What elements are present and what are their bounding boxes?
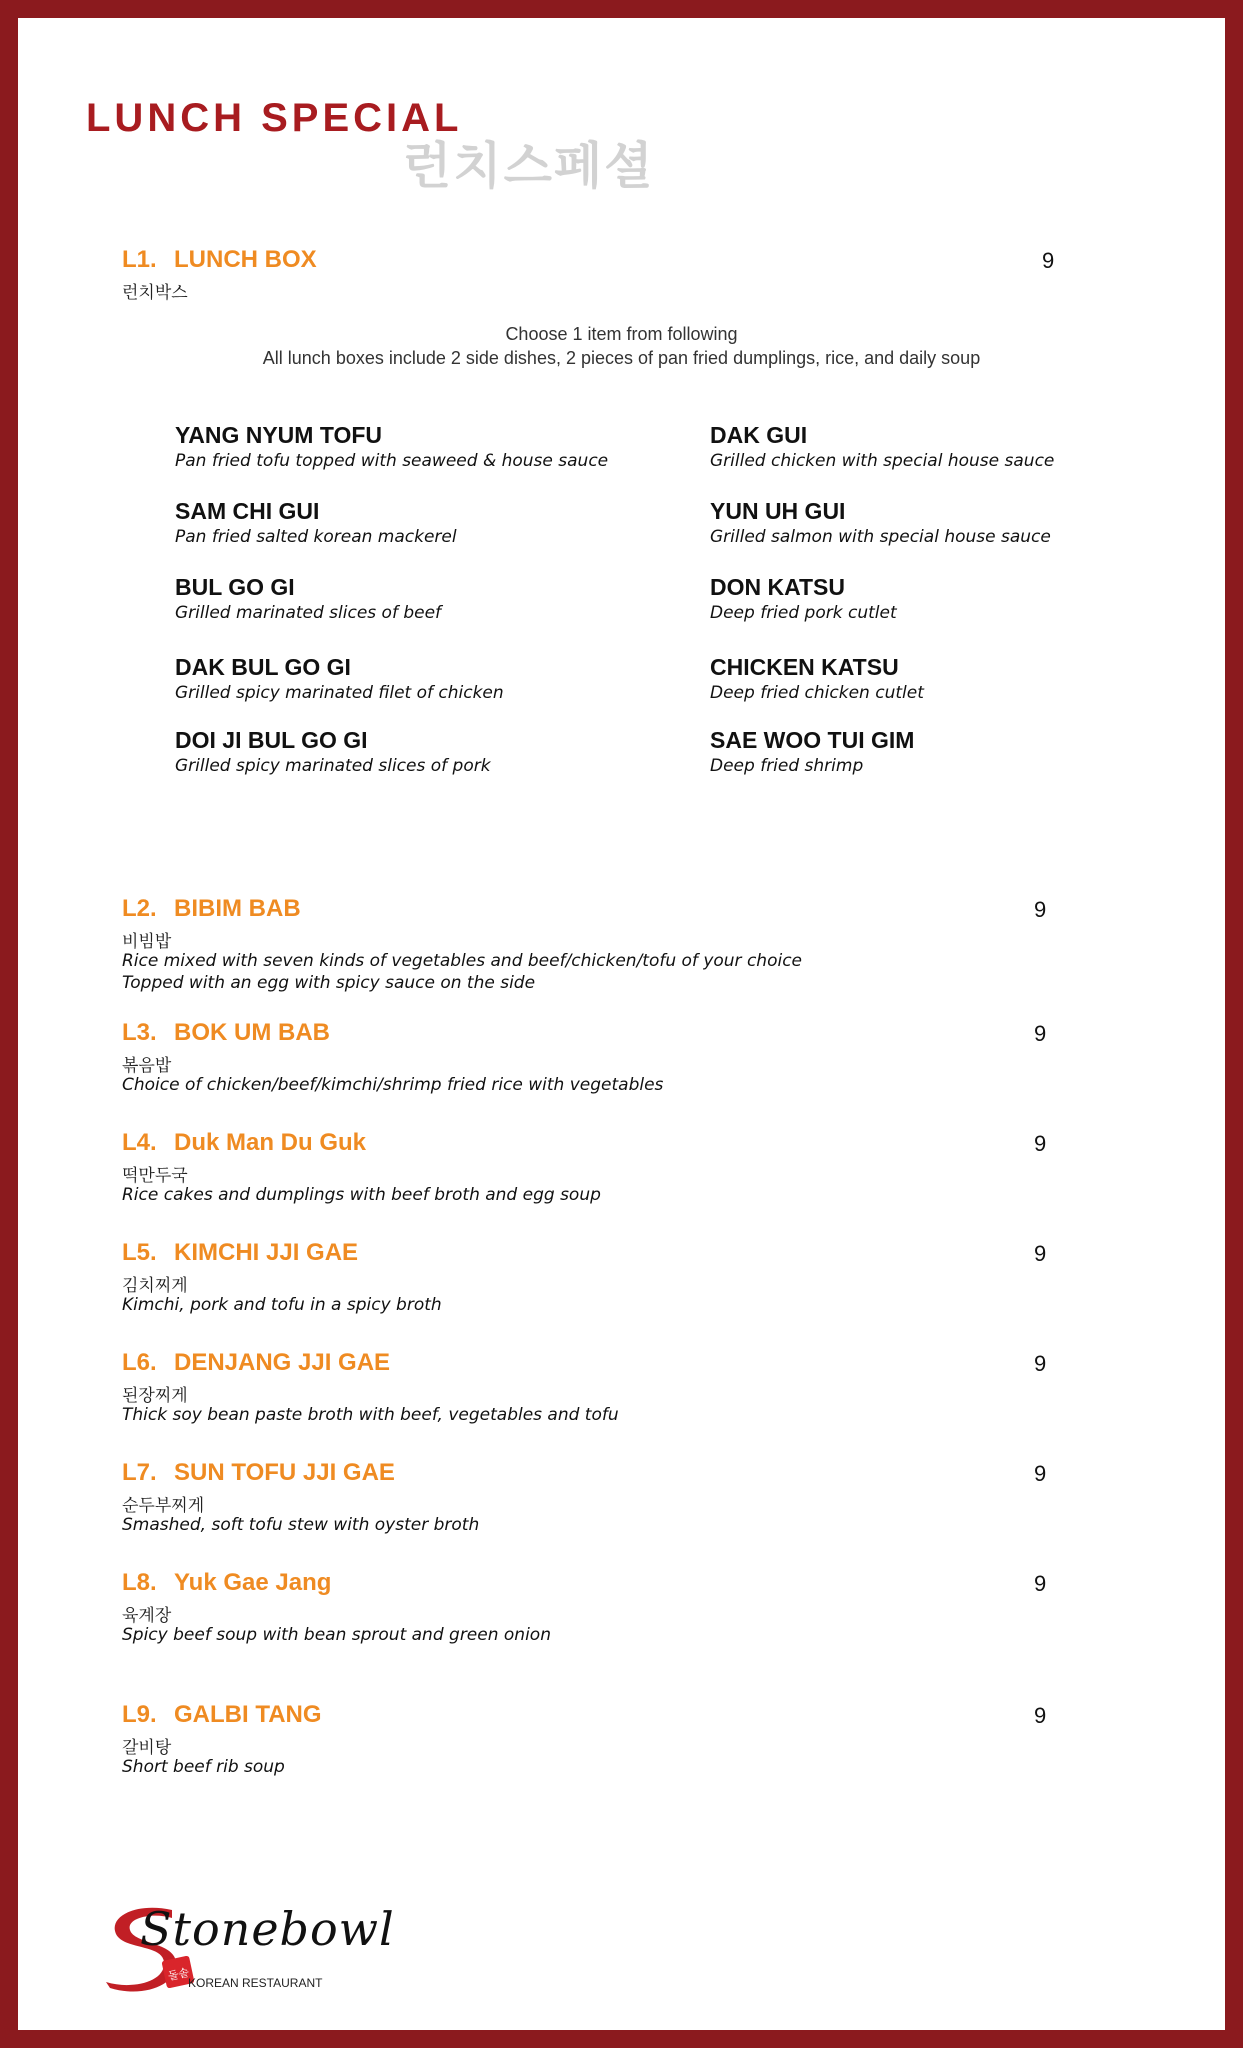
item-description: Choice of chicken/beef/kimchi/shrimp fried rice with vegetables [122, 1075, 664, 1095]
item-price: 9 [1034, 1241, 1047, 1266]
item-code: L6. [122, 1349, 157, 1376]
lunch-box-option-name: CHICKEN KATSU [710, 654, 899, 680]
item-korean-name: 김치찌게 [122, 1276, 188, 1296]
item-korean-name: 된장찌게 [122, 1386, 188, 1406]
menu-item-heading [122, 895, 301, 923]
item-description: Thick soy bean paste broth with beef, vegetables and tofu [122, 1405, 619, 1425]
item-code: L4. [122, 1129, 157, 1156]
lunch-box-option-desc: Grilled chicken with special house sauce [710, 451, 1055, 471]
lunch-box-option-desc: Deep fried shrimp [710, 756, 864, 776]
lunch-box-option-name: SAE WOO TUI GIM [710, 727, 915, 753]
item-description: Topped with an egg with spicy sauce on the side [122, 973, 536, 993]
lunch-box-option-name: DON KATSU [710, 574, 846, 600]
item-korean-name: 순두부찌게 [122, 1496, 205, 1516]
item-name: BIBIM BAB [174, 895, 301, 922]
item-korean-name: 런치박스 [122, 283, 188, 303]
item-code: L9. [122, 1701, 157, 1728]
item-name: KIMCHI JJI GAE [174, 1239, 359, 1266]
item-korean-name: 볶음밥 [122, 1056, 172, 1076]
page-title: LUNCH SPECIAL [86, 96, 463, 140]
lunch-box-option-desc: Pan fried salted korean mackerel [175, 527, 457, 547]
menu-page [18, 18, 1225, 2030]
item-korean-name: 떡만두국 [122, 1166, 188, 1186]
item-price: 9 [1034, 1021, 1047, 1046]
item-price: 9 [1034, 1571, 1047, 1596]
lunch-box-option-desc: Grilled marinated slices of beef [175, 603, 442, 623]
lunch-box-option-name: DOI JI BUL GO GI [175, 727, 368, 753]
lunch-box-option-name: YANG NYUM TOFU [175, 422, 383, 448]
lunch-box-option-desc: Deep fried chicken cutlet [710, 683, 924, 703]
item-description: Kimchi, pork and tofu in a spicy broth [122, 1295, 442, 1315]
menu-item-heading [122, 1349, 390, 1377]
item-description: Spicy beef soup with bean sprout and green onion [122, 1625, 551, 1645]
item-name: GALBI TANG [174, 1701, 322, 1728]
item-description: Rice cakes and dumplings with beef broth and egg soup [122, 1185, 601, 1205]
item-price: 9 [1034, 1131, 1047, 1156]
item-name: DENJANG JJI GAE [174, 1349, 391, 1376]
lunch-box-option-desc: Grilled spicy marinated filet of chicken [175, 683, 504, 703]
item-price: 9 [1034, 1461, 1047, 1486]
lunch-box-instructions: Choose 1 item from following [505, 324, 738, 344]
item-price: 9 [1042, 248, 1055, 273]
item-code: L2. [122, 895, 157, 922]
lunch-box-option-desc: Deep fried pork cutlet [710, 603, 897, 623]
lunch-box-option-name: DAK BUL GO GI [175, 654, 351, 680]
stonebowl-logo [102, 1898, 395, 2008]
menu-item-heading [122, 1701, 322, 1729]
item-description: Rice mixed with seven kinds of vegetables and beef/chicken/tofu of your choice [122, 951, 802, 971]
item-name: Yuk Gae Jang [174, 1569, 332, 1596]
item-price: 9 [1034, 897, 1047, 922]
lunch-box-includes: All lunch boxes include 2 side dishes, 2 pieces of pan fried dumplings, rice, and daily soup [262, 348, 981, 368]
item-name: SUN TOFU JJI GAE [174, 1459, 395, 1486]
item-korean-name: 갈비탕 [122, 1738, 172, 1758]
lunch-box-option-desc: Grilled salmon with special house sauce [710, 527, 1051, 547]
logo-script-text: Stonebowl [140, 1902, 395, 1956]
item-name: BOK UM BAB [174, 1019, 330, 1046]
menu-item-heading [122, 1129, 366, 1157]
item-code: L7. [122, 1459, 157, 1486]
logo-subtitle: KOREAN RESTAURANT [188, 1976, 323, 1990]
item-code: L1. [122, 246, 157, 273]
item-name: LUNCH BOX [174, 246, 317, 273]
lunch-box-option-name: YUN UH GUI [710, 498, 846, 524]
item-price: 9 [1034, 1703, 1047, 1728]
lunch-box-option-name: DAK GUI [710, 422, 808, 448]
lunch-box-option-name: BUL GO GI [175, 574, 295, 600]
lunch-box-option-desc: Grilled spicy marinated slices of pork [175, 756, 491, 776]
item-code: L8. [122, 1569, 157, 1596]
menu-item-heading [122, 1019, 330, 1047]
lunch-box-option-desc: Pan fried tofu topped with seaweed & house sauce [175, 451, 609, 471]
item-korean-name: 비빔밥 [122, 932, 172, 952]
logo-seal: 돌솥 [166, 1965, 191, 1984]
menu-item-heading [122, 1459, 395, 1487]
menu-item-heading [122, 1569, 331, 1597]
item-description: Short beef rib soup [122, 1757, 285, 1777]
item-name: Duk Man Du Guk [174, 1129, 367, 1156]
item-code: L5. [122, 1239, 157, 1266]
item-description: Smashed, soft tofu stew with oyster broth [122, 1515, 480, 1535]
menu-item-heading [122, 246, 317, 274]
item-code: L3. [122, 1019, 157, 1046]
item-korean-name: 육계장 [122, 1606, 172, 1626]
page-title-korean: 런치스페셜 [403, 137, 655, 195]
item-price: 9 [1034, 1351, 1047, 1376]
menu-item-heading [122, 1239, 358, 1267]
lunch-box-option-name: SAM CHI GUI [175, 498, 320, 524]
